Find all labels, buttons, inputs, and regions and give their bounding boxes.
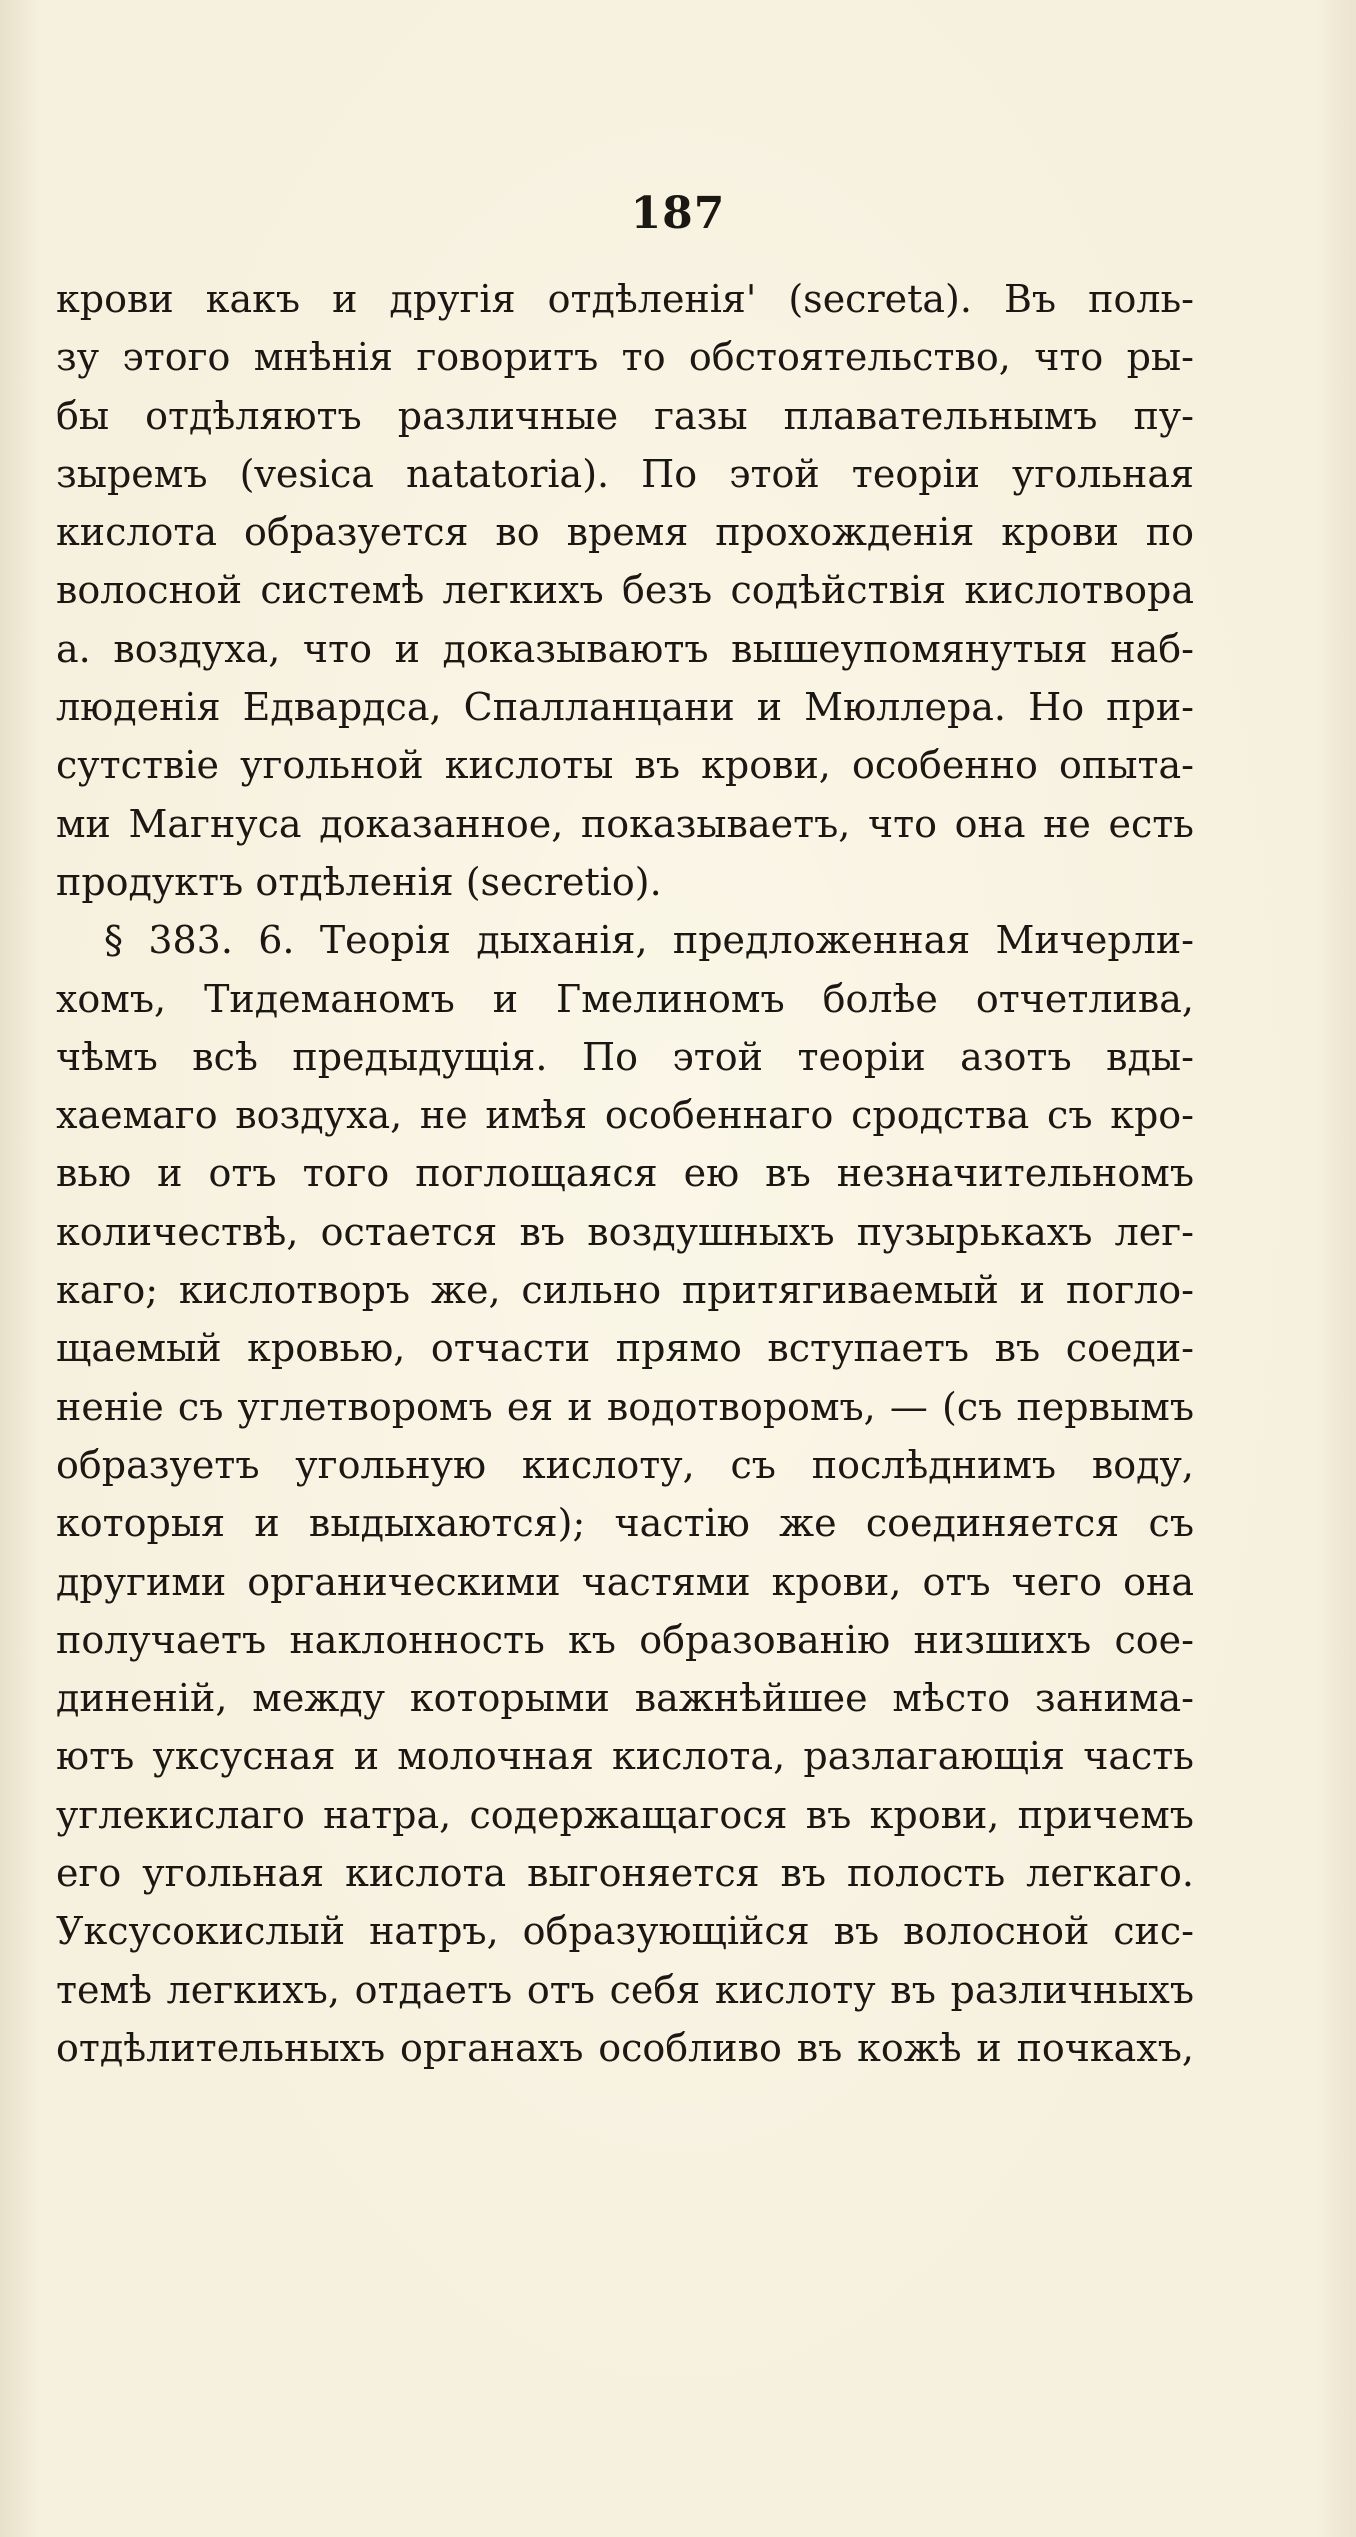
text-line: волосной системѣ легкихъ безъ содѣйствія кислотвора	[56, 568, 1194, 613]
paragraph-end-line: продуктъ отдѣленія (secretio).	[56, 859, 662, 904]
text-line: его угольная кислота выгоняется въ полость легкаго.	[56, 1851, 1194, 1896]
page-number: 187	[630, 188, 726, 239]
text-line: которыя и выдыхаются); частію же соединяется съ	[56, 1501, 1194, 1546]
text-line: каго; кислотворъ же, сильно притягиваемый и погло-	[56, 1268, 1194, 1313]
text-line: хомъ, Тидеманомъ и Гмелиномъ болѣе отчетлива,	[56, 976, 1194, 1021]
text-line: сутствіе угольной кислоты въ крови, особенно опыта-	[56, 743, 1194, 788]
text-line: ми Магнуса доказанное, показываетъ, что она не есть	[56, 801, 1194, 846]
text-line: бы отдѣляютъ различные газы плавательнымъ пу-	[56, 393, 1194, 438]
text-line: а. воздуха, что и доказываютъ вышеупомянутыя наб-	[56, 626, 1194, 671]
text-line: щаемый кровью, отчасти прямо вступаетъ въ соеди-	[56, 1326, 1194, 1371]
text-line: углекислаго натра, содержащагося въ крови, причемъ	[56, 1792, 1194, 1837]
text-line: люденія Едвардса, Спалланцани и Мюллера. Но при-	[56, 685, 1194, 730]
text-line: вью и отъ того поглощаяся ею въ незначительномъ	[56, 1151, 1194, 1196]
text-line: неніе съ углетворомъ ея и водотворомъ, — (съ первымъ	[56, 1384, 1194, 1429]
text-line: ютъ уксусная и молочная кислота, разлагающія часть	[56, 1734, 1194, 1779]
section-start-line: § 383. 6. Теорія дыханія, предложенная Мичерли-	[104, 918, 1194, 963]
text-line: получаетъ наклонность къ образованію низшихъ сое-	[56, 1617, 1194, 1662]
text-line: зыремъ (vesica natatoria). По этой теоріи угольная	[56, 451, 1194, 496]
text-line: Уксусокислый натръ, образующійся въ волосной сис-	[56, 1909, 1194, 1954]
text-line: диненій, между которыми важнѣйшее мѣсто занима-	[56, 1676, 1194, 1721]
text-line: отдѣлительныхъ органахъ особливо въ кожѣ и почкахъ,	[56, 2025, 1194, 2070]
text-line: кислота образуется во время прохожденія крови по	[56, 510, 1194, 555]
text-line: крови какъ и другія отдѣленія' (secreta). Въ поль-	[56, 277, 1194, 321]
text-line: чѣмъ всѣ предыдущія. По этой теоріи азотъ вды-	[56, 1034, 1194, 1079]
text-line: количествѣ, остается въ воздушныхъ пузырькахъ лег-	[56, 1209, 1194, 1254]
text-line: образуетъ угольную кислоту, съ послѣднимъ воду,	[56, 1442, 1194, 1487]
text-line: хаемаго воздуха, не имѣя особеннаго сродства съ кро-	[56, 1093, 1194, 1138]
body-text	[56, 270, 1194, 2077]
text-line: зу этого мнѣнія говоритъ то обстоятельство, что ры-	[56, 335, 1194, 380]
text-line: темѣ легкихъ, отдаетъ отъ себя кислоту въ различныхъ	[56, 1967, 1194, 2012]
text-line: другими органическими частями крови, отъ чего она	[56, 1559, 1194, 1604]
